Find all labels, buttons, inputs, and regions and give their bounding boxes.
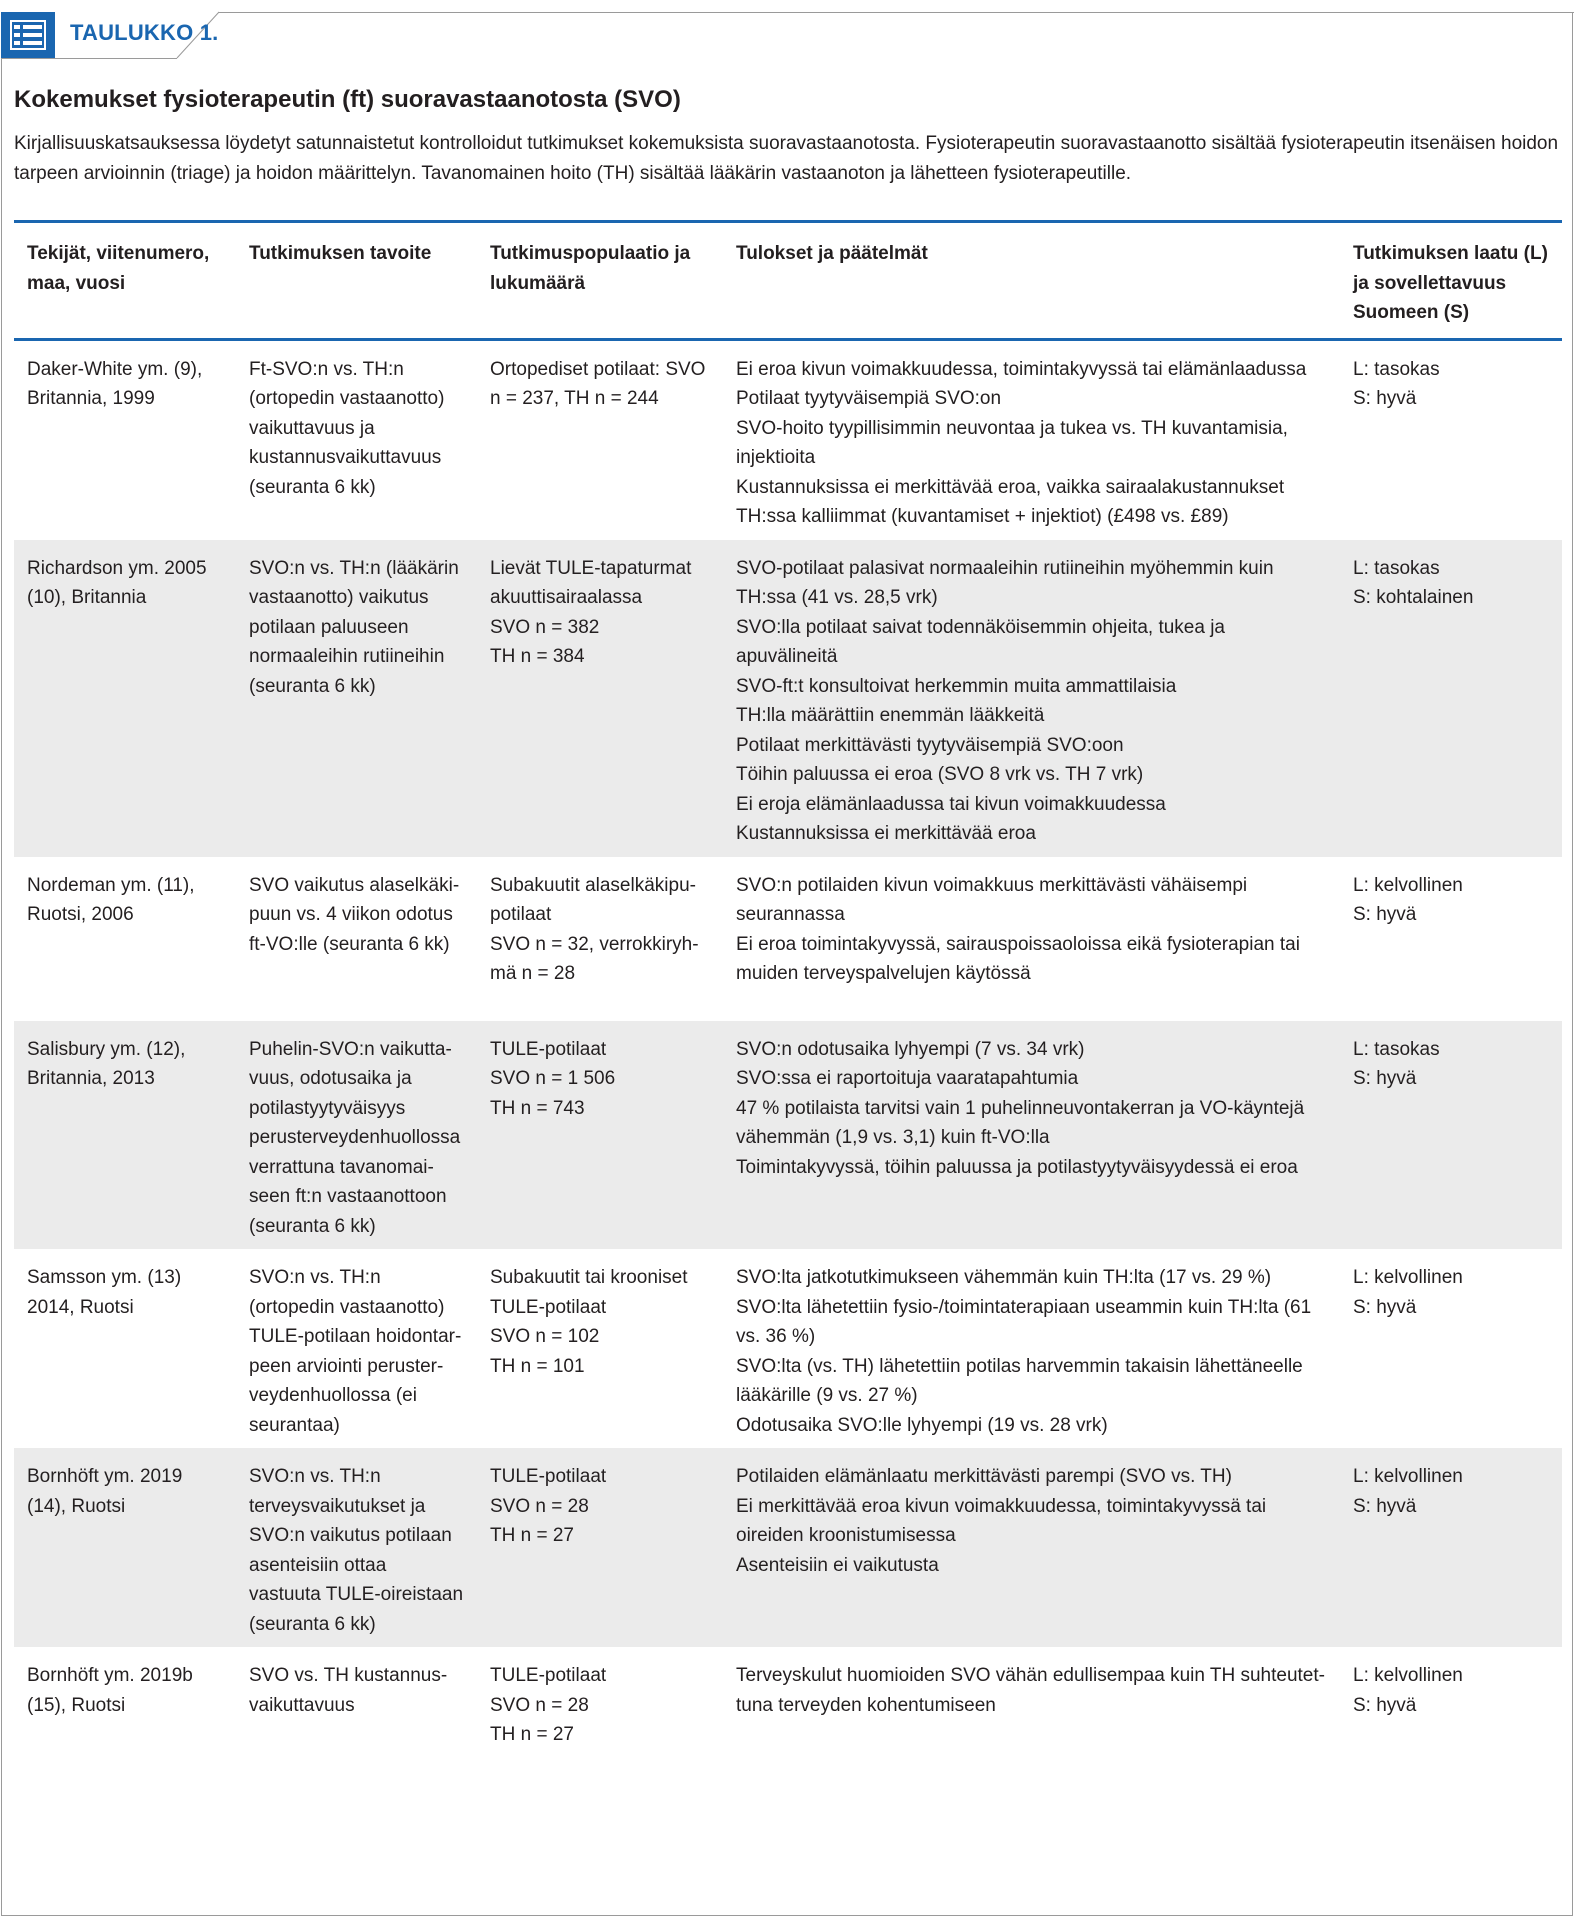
- cell-results: [723, 540, 1340, 857]
- cell-line: Richardson ym. 2005: [27, 557, 207, 579]
- cell-line: akuuttisairaalassa: [490, 587, 643, 608]
- cell-quality: [1340, 1021, 1562, 1250]
- cell-line: vaikuttavuus ja: [249, 417, 375, 439]
- cell-line: Puhelin-SVO:n vaikutta-: [249, 1038, 452, 1060]
- cell-line: Ei eroa toimintakyvyssä, sairauspoissaoloissa eikä fysioterapian tai: [736, 933, 1300, 955]
- cell-line: (ortopedin vastaanotto): [249, 1296, 445, 1318]
- cell-line: Britannia, 2013: [27, 1068, 155, 1089]
- cell-authors: [14, 1249, 236, 1448]
- cell-line: S: hyvä: [1353, 1296, 1417, 1318]
- table-row: [14, 1021, 1562, 1250]
- cell-line: TH n = 743: [490, 1097, 585, 1119]
- cell-line: veydenhuollossa (ei: [249, 1385, 417, 1406]
- cell-line: S: hyvä: [1353, 1495, 1417, 1517]
- cell-line: Subakuutit tai krooniset: [490, 1267, 688, 1288]
- cell-line: TH n = 27: [490, 1724, 574, 1745]
- cell-quality: [1340, 857, 1562, 1021]
- cell-line: S: kohtalainen: [1353, 587, 1474, 608]
- cell-line: (14), Ruotsi: [27, 1495, 126, 1517]
- cell-line: SVO:n vaikutus potilaan: [249, 1525, 452, 1546]
- cell-population: [477, 1647, 723, 1758]
- cell-line: SVO vaikutus alaselkäki-: [249, 874, 460, 896]
- cell-line: SVO:n odotusaika lyhyempi (7 vs. 34 vrk): [736, 1038, 1085, 1060]
- cell-line: SVO:n vs. TH:n: [249, 1466, 381, 1487]
- tab-bottom-border: [1, 58, 177, 59]
- cell-line: potilastyytyväisyys: [249, 1097, 406, 1119]
- cell-line: L: kelvollinen: [1353, 1466, 1463, 1487]
- cell-line: (seuranta 6 kk): [249, 476, 376, 498]
- cell-line: 2014, Ruotsi: [27, 1296, 134, 1318]
- cell-aim: [236, 339, 477, 540]
- cell-line: SVO:ssa ei raportoituja vaaratapahtumia: [736, 1068, 1079, 1089]
- cell-authors: [14, 1647, 236, 1758]
- cell-line: Ortopediset potilaat: SVO: [490, 358, 706, 380]
- cell-line: TH n = 101: [490, 1355, 585, 1377]
- column-header-population: Tutkimuspopulaatio ja lukumäärä: [477, 222, 723, 340]
- cell-aim: [236, 540, 477, 857]
- cell-line: Bornhöft ym. 2019b: [27, 1665, 193, 1686]
- table-title: Kokemukset fysioterapeutin (ft) suoravastaanotosta (SVO): [14, 86, 681, 113]
- studies-table: [14, 220, 1562, 1758]
- cell-line: seurantaa): [249, 1414, 340, 1436]
- cell-line: (seuranta 6 kk): [249, 1613, 376, 1635]
- cell-line: SVO n = 382: [490, 616, 600, 638]
- cell-line: (ortopedin vastaanotto): [249, 388, 445, 409]
- cell-line: SVO:lla potilaat saivat todennäköisemmin ohjeita, tukea ja: [736, 616, 1225, 638]
- cell-line: potilaat: [490, 904, 552, 925]
- frame-top-border: [218, 12, 1574, 13]
- table-row: [14, 857, 1562, 1021]
- cell-line: TH:ssa (41 vs. 28,5 vrk): [736, 587, 938, 608]
- cell-line: SVO:n vs. TH:n (lääkärin: [249, 557, 459, 579]
- cell-aim: [236, 1448, 477, 1647]
- cell-line: TULE-potilaat: [490, 1296, 607, 1318]
- cell-line: Ruotsi, 2006: [27, 904, 134, 925]
- cell-results: [723, 1021, 1340, 1250]
- cell-line: n = 237, TH n = 244: [490, 388, 659, 409]
- cell-quality: [1340, 1647, 1562, 1758]
- cell-line: L: tasokas: [1353, 557, 1440, 579]
- cell-line: Lievät TULE-tapaturmat: [490, 557, 692, 579]
- cell-quality: [1340, 1448, 1562, 1647]
- cell-aim: [236, 857, 477, 1021]
- cell-line: Daker-White ym. (9),: [27, 358, 203, 380]
- cell-line: TULE-potilaat: [490, 1665, 607, 1686]
- table-list-icon: [1, 12, 55, 58]
- cell-line: L: tasokas: [1353, 1038, 1440, 1060]
- table-description: Kirjallisuuskatsauksessa löydetyt satunnaistetut kontrolloidut tutkimukset kokemuksista suoravastaanotosta. Fysioterapeutin suoravastaanotto sisältää fysioterapeutin itsenäisen hoidon tarpeen arvioinnin (triage) ja hoidon määrittelyn. Tavanomainen hoito (TH) sisältää lääkärin vastaanoton ja lähetteen fysioterapeutille.: [14, 133, 1559, 184]
- cell-authors: [14, 540, 236, 857]
- cell-line: SVO:n vs. TH:n: [249, 1267, 381, 1288]
- cell-aim: [236, 1249, 477, 1448]
- cell-authors: [14, 339, 236, 540]
- cell-line: S: hyvä: [1353, 904, 1417, 925]
- cell-line: mä n = 28: [490, 963, 576, 984]
- cell-line: seen ft:n vastaanottoon: [249, 1186, 447, 1207]
- cell-line: (seuranta 6 kk): [249, 675, 376, 697]
- cell-population: [477, 857, 723, 1021]
- cell-line: Potilaat tyytyväisempiä SVO:on: [736, 388, 1002, 409]
- cell-results: [723, 857, 1340, 1021]
- cell-line: SVO-hoito tyypillisimmin neuvontaa ja tukea vs. TH kuvantamisia,: [736, 417, 1288, 439]
- cell-line: Potilaiden elämänlaatu merkittävästi parempi (SVO vs. TH): [736, 1466, 1232, 1487]
- cell-line: Ei merkittävää eroa kivun voimakkuudessa, toimintakyvyssä tai: [736, 1495, 1267, 1517]
- cell-line: L: kelvollinen: [1353, 874, 1463, 896]
- cell-line: Toimintakyvyssä, töihin paluussa ja potilastyytyväisyydessä ei eroa: [736, 1156, 1298, 1178]
- cell-aim: [236, 1647, 477, 1758]
- cell-line: SVO n = 1 506: [490, 1068, 616, 1089]
- cell-line: oireiden kroonistumisessa: [736, 1525, 956, 1546]
- cell-line: TULE-potilaat: [490, 1466, 607, 1487]
- cell-line: 47 % potilaista tarvitsi vain 1 puhelinneuvontakerran ja VO-käyntejä: [736, 1097, 1305, 1119]
- cell-line: vuus, odotusaika ja: [249, 1068, 412, 1089]
- cell-population: [477, 1448, 723, 1647]
- cell-line: lääkärille (9 vs. 27 %): [736, 1385, 918, 1406]
- cell-line: SVO-ft:t konsultoivat herkemmin muita ammattilaisia: [736, 675, 1177, 697]
- cell-line: Ft-SVO:n vs. TH:n: [249, 358, 404, 380]
- cell-line: SVO:n potilaiden kivun voimakkuus merkittävästi vähäisempi: [736, 874, 1248, 896]
- column-header-results: Tulokset ja päätelmät: [723, 222, 1340, 340]
- cell-authors: [14, 1448, 236, 1647]
- cell-line: SVO n = 28: [490, 1694, 589, 1716]
- cell-line: Britannia, 1999: [27, 388, 155, 409]
- cell-line: perusterveydenhuollossa: [249, 1127, 461, 1148]
- cell-line: potilaan paluuseen: [249, 616, 409, 638]
- cell-line: TULE-potilaat: [490, 1038, 607, 1060]
- cell-line: Ei eroa kivun voimakkuudessa, toimintakyvyssä tai elämänlaadussa: [736, 358, 1307, 380]
- cell-line: TH n = 27: [490, 1525, 574, 1546]
- table-row: [14, 339, 1562, 540]
- cell-line: (10), Britannia: [27, 587, 147, 608]
- cell-line: apuvälineitä: [736, 646, 838, 667]
- cell-line: verrattuna tavanomai-: [249, 1156, 434, 1178]
- cell-line: vähemmän (1,9 vs. 3,1) kuin ft-VO:lla: [736, 1127, 1050, 1148]
- cell-line: Asenteisiin ei vaikutusta: [736, 1554, 939, 1576]
- cell-line: muiden terveyspalvelujen käytössä: [736, 963, 1031, 984]
- cell-line: terveysvaikutukset ja: [249, 1495, 426, 1517]
- cell-quality: [1340, 339, 1562, 540]
- cell-quality: [1340, 1249, 1562, 1448]
- table-number-label: TAULUKKO 1.: [70, 20, 219, 45]
- cell-line: SVO-potilaat palasivat normaaleihin rutiineihin myöhemmin kuin: [736, 557, 1274, 579]
- cell-line: SVO:lta jatkotutkimukseen vähemmän kuin TH:lta (17 vs. 29 %): [736, 1267, 1272, 1288]
- cell-line: Ei eroja elämänlaadussa tai kivun voimakkuudessa: [736, 793, 1166, 815]
- cell-authors: [14, 1021, 236, 1250]
- cell-population: [477, 1249, 723, 1448]
- cell-line: peen arviointi peruster-: [249, 1355, 444, 1377]
- cell-authors: [14, 857, 236, 1021]
- table-body: [14, 339, 1562, 1758]
- cell-line: seurannassa: [736, 904, 845, 925]
- cell-aim: [236, 1021, 477, 1250]
- cell-line: Odotusaika SVO:lle lyhyempi (19 vs. 28 vrk): [736, 1414, 1108, 1436]
- cell-line: Nordeman ym. (11),: [27, 874, 195, 896]
- cell-line: puun vs. 4 viikon odotus: [249, 904, 453, 925]
- table-row: [14, 1249, 1562, 1448]
- cell-line: L: tasokas: [1353, 358, 1440, 380]
- cell-line: SVO n = 102: [490, 1326, 600, 1347]
- cell-results: [723, 1249, 1340, 1448]
- cell-line: Salisbury ym. (12),: [27, 1038, 186, 1060]
- cell-population: [477, 540, 723, 857]
- column-header-aim: Tutkimuksen tavoite: [236, 222, 477, 340]
- column-header-authors: Tekijät, viitenumero, maa, vuosi: [14, 222, 236, 340]
- cell-line: SVO:lta (vs. TH) lähetettiin potilas harvemmin takaisin lähettäneelle: [736, 1355, 1303, 1377]
- cell-line: S: hyvä: [1353, 388, 1417, 409]
- cell-line: Samsson ym. (13): [27, 1267, 182, 1288]
- cell-line: TH:ssa kalliimmat (kuvantamiset + injektiot) (£498 vs. £89): [736, 506, 1229, 527]
- cell-line: TH n = 384: [490, 646, 585, 667]
- table-row: [14, 1448, 1562, 1647]
- cell-line: SVO n = 32, verrokkiryh-: [490, 933, 699, 955]
- table-row: [14, 1647, 1562, 1758]
- cell-line: Terveyskulut huomioiden SVO vähän edullisempaa kuin TH suhteutet-: [736, 1665, 1325, 1686]
- cell-results: [723, 1647, 1340, 1758]
- table-row: [14, 540, 1562, 857]
- cell-line: asenteisiin ottaa: [249, 1554, 387, 1576]
- cell-population: [477, 1021, 723, 1250]
- table-header-row: [14, 222, 1562, 340]
- cell-line: injektioita: [736, 447, 816, 468]
- cell-line: Subakuutit alaselkäkipu-: [490, 874, 696, 896]
- cell-line: (15), Ruotsi: [27, 1694, 126, 1716]
- cell-line: SVO vs. TH kustannus-: [249, 1665, 448, 1686]
- cell-line: ft-VO:lle (seuranta 6 kk): [249, 933, 450, 955]
- cell-population: [477, 339, 723, 540]
- cell-line: Kustannuksissa ei merkittävää eroa, vaikka sairaalakustannukset: [736, 476, 1285, 498]
- cell-results: [723, 1448, 1340, 1647]
- cell-line: TH:lla määrättiin enemmän lääkkeitä: [736, 705, 1045, 726]
- cell-line: Potilaat merkittävästi tyytyväisempiä SVO:oon: [736, 734, 1124, 756]
- cell-line: tuna terveyden kohentumiseen: [736, 1694, 996, 1716]
- cell-line: L: kelvollinen: [1353, 1267, 1463, 1288]
- cell-line: kustannusvaikuttavuus: [249, 447, 442, 468]
- cell-line: normaaleihin rutiineihin: [249, 646, 445, 667]
- cell-line: vaikuttavuus: [249, 1694, 355, 1716]
- cell-line: SVO:lta lähetettiin fysio-/toimintaterapiaan useammin kuin TH:lta (61: [736, 1296, 1312, 1318]
- cell-line: SVO n = 28: [490, 1495, 589, 1517]
- cell-results: [723, 339, 1340, 540]
- cell-quality: [1340, 540, 1562, 857]
- column-header-quality: Tutkimuksen laatu (L) ja sovellettavuus Suomeen (S): [1340, 222, 1562, 340]
- cell-line: Kustannuksissa ei merkittävää eroa: [736, 823, 1036, 844]
- cell-line: vastuuta TULE-oireistaan: [249, 1584, 464, 1605]
- cell-line: (seuranta 6 kk): [249, 1215, 376, 1237]
- cell-line: S: hyvä: [1353, 1694, 1417, 1716]
- cell-line: Bornhöft ym. 2019: [27, 1466, 183, 1487]
- cell-line: S: hyvä: [1353, 1068, 1417, 1089]
- cell-line: Töihin paluussa ei eroa (SVO 8 vrk vs. TH 7 vrk): [736, 764, 1144, 785]
- cell-line: L: kelvollinen: [1353, 1665, 1463, 1686]
- cell-line: TULE-potilaan hoidontar-: [249, 1326, 462, 1347]
- cell-line: vs. 36 %): [736, 1326, 816, 1347]
- cell-line: vastaanotto) vaikutus: [249, 587, 429, 608]
